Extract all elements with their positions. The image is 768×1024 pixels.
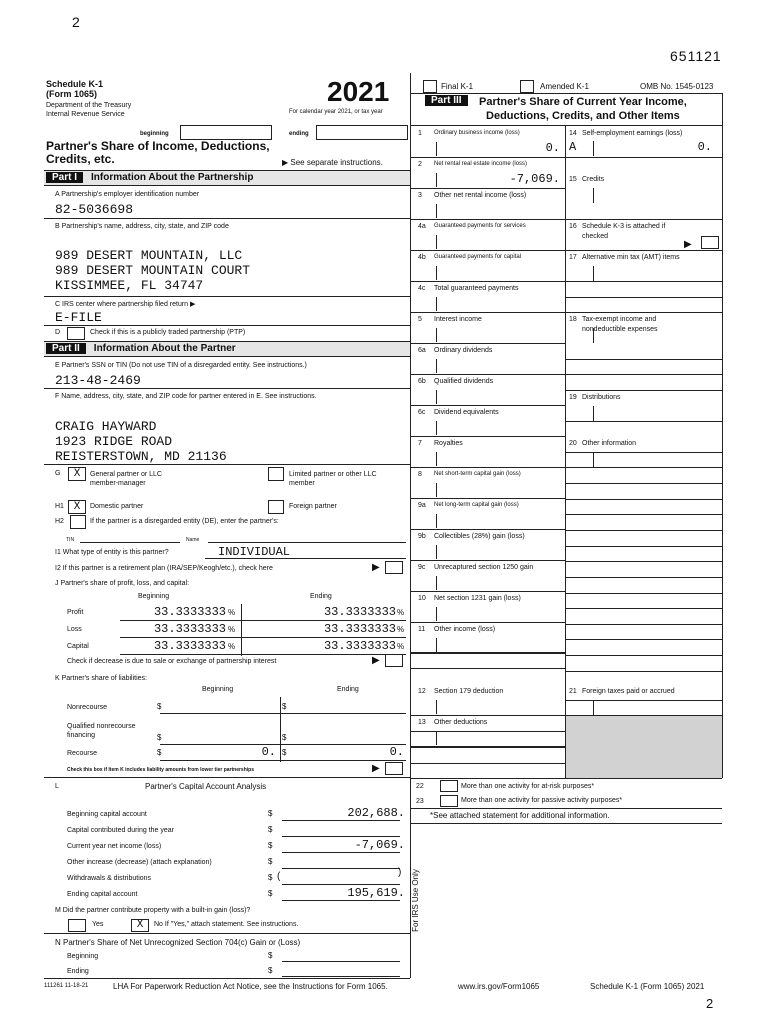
section-l-letter: L bbox=[55, 783, 59, 790]
builtin-gain-label: M Did the partner contribute property with a built-in gain (loss)? bbox=[55, 907, 251, 914]
section-704c-beginning-field[interactable] bbox=[282, 961, 400, 962]
line-number: 21 bbox=[569, 688, 577, 695]
nonrecourse-label: Nonrecourse bbox=[67, 704, 108, 711]
share-ending-value[interactable]: 33.3333333 bbox=[323, 605, 396, 619]
line-label: Self-employment earnings (loss) bbox=[582, 130, 683, 137]
percent-sign: % bbox=[397, 625, 405, 634]
line-label: Net section 1231 gain (loss) bbox=[434, 595, 521, 602]
percent-sign: % bbox=[397, 608, 405, 617]
disregarded-entity-checkbox[interactable] bbox=[70, 515, 86, 529]
retirement-plan-label: I2 If this partner is a retirement plan (IRA/SEP/Keogh/etc.), check here bbox=[55, 565, 273, 572]
capital-row-label: Beginning capital account bbox=[67, 811, 147, 818]
line-label: Total guaranteed payments bbox=[434, 285, 519, 292]
line-number: 8 bbox=[418, 471, 422, 478]
lower-tier-checkbox[interactable] bbox=[385, 762, 403, 775]
line-value[interactable]: 0. bbox=[697, 140, 712, 154]
share-ending-value[interactable]: 33.3333333 bbox=[323, 622, 396, 636]
shaded-area bbox=[566, 715, 722, 778]
general-partner-checkbox[interactable]: X bbox=[68, 467, 86, 481]
partner-address[interactable]: CRAIG HAYWARD 1923 RIDGE ROAD REISTERSTOWN, MD 21136 bbox=[55, 419, 227, 464]
k3-attached-checkbox[interactable] bbox=[701, 236, 719, 249]
line-value[interactable]: -7,069. bbox=[509, 172, 560, 186]
partnership-name-label: B Partnership's name, address, city, state, and ZIP code bbox=[55, 223, 229, 230]
decrease-check-label: Check if decrease is due to sale or exchange of partnership interest bbox=[67, 658, 277, 665]
irs-use-only: For IRS Use Only bbox=[410, 869, 420, 932]
ending-label: ending bbox=[289, 131, 309, 137]
see-instructions: ▶ See separate instructions. bbox=[282, 158, 383, 167]
amended-k1-label: Amended K-1 bbox=[540, 82, 589, 91]
line-label: Net short-term capital gain (loss) bbox=[434, 471, 521, 477]
ptp-label: Check if this is a publicly traded partnership (PTP) bbox=[90, 329, 246, 336]
section-704c-beginning-label: Beginning bbox=[67, 953, 99, 960]
capital-row-value[interactable]: -7,069. bbox=[354, 838, 405, 852]
line-number: 6c bbox=[418, 409, 426, 416]
tax-year-ending-field[interactable] bbox=[316, 125, 408, 140]
share-row-label: Profit bbox=[67, 609, 84, 616]
passive-activity-checkbox[interactable] bbox=[440, 795, 458, 807]
part3-header-rule bbox=[410, 125, 722, 126]
line-number: 6a bbox=[418, 347, 426, 354]
percent-sign: % bbox=[228, 608, 236, 617]
line-label: Ordinary dividends bbox=[434, 347, 493, 354]
line-number: 5 bbox=[418, 316, 422, 323]
part3-tag: Part III bbox=[425, 95, 468, 106]
partner-ssn[interactable]: 213-48-2469 bbox=[55, 373, 141, 388]
line-number: 7 bbox=[418, 440, 422, 447]
amended-k1-checkbox[interactable] bbox=[520, 80, 534, 93]
line-label: Tax-exempt income and bbox=[582, 316, 657, 323]
builtin-gain-yes-checkbox[interactable] bbox=[68, 919, 86, 932]
section-704c-ending-label: Ending bbox=[67, 968, 89, 975]
line-label: Collectibles (28%) gain (loss) bbox=[434, 533, 525, 540]
capital-row-label: Capital contributed during the year bbox=[67, 827, 175, 834]
footer-code: 111261 11-18-21 bbox=[44, 983, 89, 989]
decrease-checkbox[interactable] bbox=[385, 654, 403, 667]
part2-header bbox=[44, 341, 410, 357]
line-label: Schedule K-3 is attached if bbox=[582, 223, 666, 230]
capital-row-label: Withdrawals & distributions bbox=[67, 875, 152, 882]
limited-partner-label: Limited partner or other LLC member bbox=[289, 471, 377, 487]
center-divider bbox=[410, 73, 411, 978]
part3-right-edge bbox=[722, 93, 723, 778]
lower-tier-label: Check this box if Item K includes liability amounts from lower tier partnerships bbox=[67, 767, 254, 773]
line-label: Net long-term capital gain (loss) bbox=[434, 502, 519, 508]
share-row-label: Loss bbox=[67, 626, 82, 633]
nonrecourse-field[interactable] bbox=[160, 713, 406, 714]
part1-title: Information About the Partnership bbox=[91, 172, 254, 183]
line-number: 9c bbox=[418, 564, 426, 571]
share-ending-header: Ending bbox=[310, 593, 332, 600]
omb-number: OMB No. 1545-0123 bbox=[640, 82, 714, 91]
footer-lha: LHA For Paperwork Reduction Act Notice, see the Instructions for Form 1065. bbox=[113, 982, 388, 991]
foreign-partner-label: Foreign partner bbox=[289, 503, 337, 510]
ssn-label: E Partner's SSN or TIN (Do not use TIN of a disregarded entity. See instructions.) bbox=[55, 362, 307, 369]
line-label: Foreign taxes paid or accrued bbox=[582, 688, 675, 695]
share-beginning-value[interactable]: 33.3333333 bbox=[153, 639, 226, 653]
line-label-cont: checked bbox=[582, 233, 609, 240]
disregarded-entity-label: If the partner is a disregarded entity (DE), enter the partner's: bbox=[90, 518, 279, 525]
line-number: 20 bbox=[569, 440, 577, 447]
ptp-checkbox[interactable] bbox=[67, 327, 85, 340]
foreign-partner-checkbox[interactable] bbox=[268, 500, 284, 514]
footer-form-name: Schedule K-1 (Form 1065) 2021 bbox=[590, 982, 705, 991]
tin-field[interactable] bbox=[80, 542, 180, 543]
section-704c-ending-field[interactable] bbox=[282, 976, 400, 977]
line-number: 16 bbox=[569, 223, 577, 230]
line-label: Section 179 deduction bbox=[434, 688, 504, 695]
share-label: J Partner's share of profit, loss, and capital: bbox=[55, 580, 190, 587]
capital-row-label: Current year net income (loss) bbox=[67, 843, 162, 850]
line-label: Other net rental income (loss) bbox=[434, 192, 527, 199]
capital-row-value[interactable]: 195,619. bbox=[347, 886, 405, 900]
liabilities-beginning-header: Beginning bbox=[202, 686, 234, 693]
partner-name-label: F Name, address, city, state, and ZIP code for partner entered in E. See instructions. bbox=[55, 393, 317, 400]
passive-activity-label: More than one activity for passive activity purposes* bbox=[461, 797, 623, 804]
line-label: Ordinary business income (loss) bbox=[434, 130, 520, 136]
ein-label: A Partnership's employer identification number bbox=[55, 191, 200, 198]
calendar-note: For calendar year 2021, or tax year bbox=[289, 109, 383, 115]
line-number: 10 bbox=[418, 595, 426, 602]
line-label: Qualified dividends bbox=[434, 378, 494, 385]
irs-center[interactable]: E-FILE bbox=[55, 310, 102, 325]
line-number: 1 bbox=[418, 130, 422, 137]
line-label: Net rental real estate income (loss) bbox=[434, 161, 528, 167]
line-number: 6b bbox=[418, 378, 426, 385]
part1-header bbox=[44, 170, 410, 186]
line-number: 4a bbox=[418, 223, 426, 230]
line-code[interactable]: A bbox=[569, 140, 577, 154]
partnership-address[interactable]: 989 DESERT MOUNTAIN, LLC 989 DESERT MOUNTAIN COURT KISSIMMEE, FL 34747 bbox=[55, 248, 251, 293]
beginning-label: beginning bbox=[140, 131, 169, 137]
domestic-partner-checkbox[interactable]: X bbox=[68, 500, 86, 514]
share-beginning-header: Beginning bbox=[138, 593, 170, 600]
final-k1-checkbox[interactable] bbox=[423, 80, 437, 93]
capital-row-label: Other increase (decrease) (attach explanation) bbox=[67, 859, 212, 866]
tax-year-beginning-field[interactable] bbox=[180, 125, 272, 140]
entity-type[interactable]: INDIVIDUAL bbox=[218, 545, 291, 559]
line-number: 14 bbox=[569, 130, 577, 137]
section-704c-label: N Partner's Share of Net Unrecognized Section 704(c) Gain or (Loss) bbox=[55, 938, 301, 947]
domestic-partner-label: Domestic partner bbox=[90, 503, 144, 510]
part1-tag: Part I bbox=[46, 172, 83, 183]
share-beginning-value[interactable]: 33.3333333 bbox=[153, 622, 226, 636]
recourse-ending[interactable]: 0. bbox=[389, 745, 404, 759]
recourse-beginning[interactable]: 0. bbox=[261, 745, 276, 759]
liabilities-label: K Partner's share of liabilities: bbox=[55, 675, 147, 682]
line-number: 12 bbox=[418, 688, 426, 695]
atrisk-activity-label: More than one activity for at-risk purposes* bbox=[461, 783, 595, 790]
line-label: Credits bbox=[582, 176, 605, 183]
de-name-field[interactable] bbox=[208, 542, 406, 543]
ptp-d-letter: D bbox=[55, 329, 61, 336]
builtin-gain-no-label: No If "Yes," attach statement. See instructions. bbox=[154, 921, 299, 928]
tax-year: 2021 bbox=[327, 76, 390, 107]
line-number: 15 bbox=[569, 176, 577, 183]
line-label: Interest income bbox=[434, 316, 482, 323]
share-ending-value[interactable]: 33.3333333 bbox=[323, 639, 396, 653]
footer-url[interactable]: www.irs.gov/Form1065 bbox=[458, 982, 540, 991]
builtin-gain-yes-label: Yes bbox=[92, 921, 104, 928]
page-number-bottom: 2 bbox=[706, 996, 714, 1011]
line-label: Royalties bbox=[434, 440, 463, 447]
line-label: Unrecaptured section 1250 gain bbox=[434, 564, 534, 571]
percent-sign: % bbox=[228, 625, 236, 634]
line-number: 19 bbox=[569, 394, 577, 401]
line-label: Other information bbox=[582, 440, 637, 447]
entity-type-label: I1 What type of entity is this partner? bbox=[55, 549, 169, 556]
line-label: Other deductions bbox=[434, 719, 488, 726]
capital-row-value[interactable]: 202,688. bbox=[347, 806, 405, 820]
qualified-nonrecourse-label: Qualified nonrecourse financing bbox=[67, 723, 136, 739]
line-number: 13 bbox=[418, 719, 426, 726]
page-number-top: 2 bbox=[72, 14, 80, 30]
line-number: 17 bbox=[569, 254, 577, 261]
line-label: Other income (loss) bbox=[434, 626, 496, 633]
form-title: Partner's Share of Income, Deductions, Credits, etc. bbox=[46, 139, 270, 166]
see-attached-note: *See attached statement for additional information. bbox=[430, 811, 610, 820]
limited-partner-checkbox[interactable] bbox=[268, 467, 284, 481]
line-label: Guaranteed payments for services bbox=[434, 223, 526, 229]
liabilities-ending-header: Ending bbox=[337, 686, 359, 693]
barcode-number: 651121 bbox=[670, 48, 722, 64]
department: Department of the Treasury Internal Revenue Service bbox=[46, 102, 132, 118]
percent-sign: % bbox=[228, 642, 236, 651]
capital-analysis-title: Partner's Capital Account Analysis bbox=[145, 782, 267, 791]
share-beginning-value[interactable]: 33.3333333 bbox=[153, 605, 226, 619]
dollar-sign: $ bbox=[268, 825, 273, 834]
tin-label: TIN bbox=[66, 537, 75, 543]
de-name-label: Name bbox=[186, 537, 200, 543]
partnership-ein[interactable]: 82-5036698 bbox=[55, 202, 134, 217]
line-number: 9a bbox=[418, 502, 426, 509]
line-number: 4c bbox=[418, 285, 426, 292]
dollar-sign: $ bbox=[268, 841, 273, 850]
dollar-sign: $ bbox=[268, 857, 273, 866]
line-label: Alternative min tax (AMT) items bbox=[582, 254, 680, 261]
percent-sign: % bbox=[397, 642, 405, 651]
dollar-sign: $ bbox=[268, 873, 273, 882]
irs-center-label: C IRS center where partnership filed return ▶ bbox=[55, 301, 196, 308]
part2-tag: Part II bbox=[46, 343, 86, 354]
line-number: 3 bbox=[418, 192, 422, 199]
builtin-gain-no-checkbox[interactable]: X bbox=[131, 919, 149, 932]
dollar-sign: $ bbox=[268, 809, 273, 818]
line-label-cont: nondeductible expenses bbox=[582, 326, 658, 333]
final-k1-label: Final K-1 bbox=[441, 82, 474, 91]
atrisk-activity-checkbox[interactable] bbox=[440, 780, 458, 792]
line-label: Guaranteed payments for capital bbox=[434, 254, 522, 260]
line-number: 2 bbox=[418, 161, 422, 168]
capital-row-label: Ending capital account bbox=[67, 891, 138, 898]
recourse-label: Recourse bbox=[67, 750, 97, 757]
part3-header bbox=[423, 94, 719, 124]
schedule-title: Schedule K-1 (Form 1065) bbox=[46, 79, 104, 99]
general-partner-label: General partner or LLC member-manager bbox=[90, 471, 162, 487]
line-number: 9b bbox=[418, 533, 426, 540]
line-value[interactable]: 0. bbox=[545, 141, 560, 155]
line-number: 11 bbox=[418, 626, 426, 633]
dollar-sign: $ bbox=[268, 889, 273, 898]
share-row-label: Capital bbox=[67, 643, 89, 650]
part2-title: Information About the Partner bbox=[93, 343, 236, 354]
line-number: 18 bbox=[569, 316, 577, 323]
line-label: Dividend equivalents bbox=[434, 409, 499, 416]
line-label: Distributions bbox=[582, 394, 621, 401]
line-number: 4b bbox=[418, 254, 426, 261]
retirement-plan-checkbox[interactable] bbox=[385, 561, 403, 574]
part3-title: Partner's Share of Current Year Income, Deductions, Credits, and Other Items bbox=[479, 96, 687, 122]
